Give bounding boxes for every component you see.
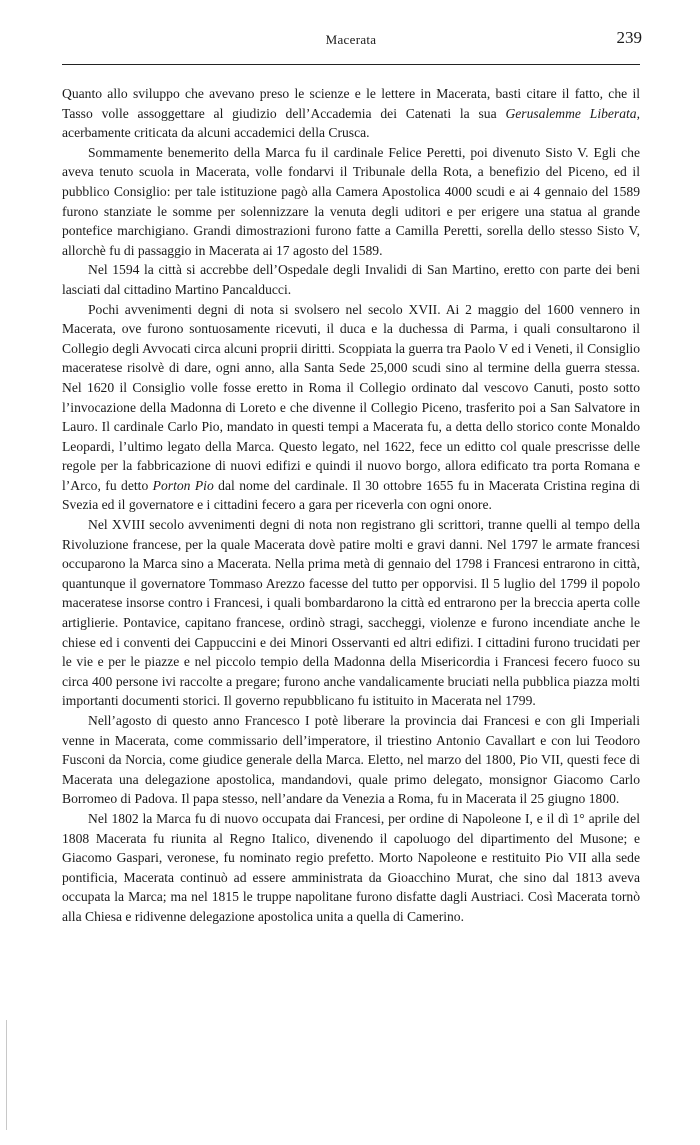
text-segment: Nel XVIII secolo avvenimenti degni di nota non registrano gli scrittori, tranne quelli al tempo della Rivoluzione francese, per la quale Macerata dovè patire molti e gravi danni. Nel 1797 le armate francesi occuparono la Marca sino a Macerata. Nella prima metà di gennaio del 1798 i Francesi entrarono in città, quantunque il governatore Tommaso Arezzo facesse del tutto per opporvisi. Il 5 luglio del 1799 il popolo maceratese insorse contro i Francesi, i quali bombardarono la città ed entrarono per la breccia aperta colle artiglierie. Pontavice, capitano francese, ordinò stragi, saccheggi, violenze e furono incendiate anche le chiese ed i conventi dei Cappuccini e dei Minori Osservanti ed altri edifizi. I cittadini furono trucidati per le vie e per le piazze e nel piccolo tempio della Madonna della Misericordia i Francesi fecero fuoco su circa 400 persone ivi raccolte a pregare; furono anche vandalicamente bruciati nella pubblica piazza molti importanti documenti storici. Il governo repubblicano fu istituito in Macerata nel 1799. <box>62 517 640 709</box>
paragraph <box>62 143 640 261</box>
header-rule <box>62 64 640 65</box>
text-segment: Nel 1802 la Marca fu di nuovo occupata dai Francesi, per ordine di Napoleone I, e il dì 1° aprile del 1808 Macerata fu riunita al Regno Italico, divenendo il capoluogo del dipartimento del Musone; e Giacomo Gaspari, veronese, fu nominato regio prefetto. Morto Napoleone e restituito Pio VII alla sede pontificia, Macerata continuò ad essere amministrata da Gioacchino Murat, che sino dal 1813 aveva occupata la Marca; ma nel 1815 le truppe napolitane furono disfatte dagli Austriaci. Così Macerata tornò alla Chiesa e ridivenne delegazione apostolica unita a quella di Camerino. <box>62 810 640 924</box>
text-segment: dal nome del cardinale. Il 30 ottobre 1655 fu in Macerata Cristina regina di Svezia ed il governatore e i cittadini fecero a gara per riceverla con ogni onore. <box>62 477 640 513</box>
text-segment: Sommamente benemerito della Marca fu il cardinale Felice Peretti, poi divenuto Sisto V. Egli che aveva tenuto scuola in Macerata, volle fondarvi il Tribunale della Rota, a benefizio del Piceno, ed il pubblico Consiglio: per tale istituzione pagò alla Camera Apostolica 4000 scudi e ai 4 gennaio del 1589 furono stanziate le somme per solennizzare la venuta degli uditori e per erigere una statua al grande pontefice marchigiano. Grandi dimostrazioni furono fatte a Camilla Peretti, sorella dello stesso Sisto V, allorchè fu di passaggio in Macerata ai 17 agosto del 1589. <box>62 144 640 258</box>
paragraph <box>62 84 640 143</box>
paragraph <box>62 711 640 809</box>
paragraph <box>62 300 640 516</box>
page-edge-mark <box>6 1020 7 1130</box>
body-text <box>62 84 640 927</box>
book-title: Gerusalemme Liberata <box>505 105 637 121</box>
text-segment: Quanto allo sviluppo che avevano preso le scienze e le lettere in Macerata, basti citare il fatto, che il Tasso volle assoggettare al giudizio dell’Accademia dei Catenati la sua <box>62 86 640 121</box>
text-segment: Pochi avvenimenti degni di nota si svolsero nel secolo XVII. Ai 2 maggio del 1600 vennero in Macerata, ove furono sontuosamente ricevuti, il duca e la duchessa di Parma, i quali consultarono il Collegio degli Avvocati circa alcuni proprii diritti. Scoppiata la guerra tra Paolo V ed i Veneti, il Consiglio maceratese risolvè di dare, ogni anno, alla Santa Sede 25,000 scudi sino al termine della guerra stessa. Nel 1620 il Consiglio volle fosse eretto in Roma il Collegio ordinato dal vescovo Canuti, posto sotto l’invocazione della Madonna di Loreto e che divenne il Collegio Piceno, trasferito poi a San Salvatore in Lauro. Il cardinale Carlo Pio, mandato in questi tempi a Macerata fu, a detta dello storico conte Monaldo Leopardi, l’ultimo legato della Marca. Questo legato, nel 1622, fece un editto col quale prescrisse delle regole per la fabbricazione di nuovi edifizi e quindi il nuovo borgo, allora edificato tra porta Romana e l’Arco, fu detto <box>62 301 640 493</box>
paragraph <box>62 260 640 299</box>
place-name: Porton Pio <box>152 477 214 493</box>
running-title: Macerata <box>325 32 377 47</box>
text-segment: Nel 1594 la città si accrebbe dell’Ospedale degli Invalidi di San Martino, eretto con parte dei beni lasciati dal cittadino Martino Pancalducci. <box>62 262 640 297</box>
text-segment: Nell’agosto di questo anno Francesco I potè liberare la provincia dai Francesi e con gli Imperiali venne in Macerata, come commissario dell’imperatore, il triestino Antonio Cavallart e con lui Teodoro Fusconi da Norcia, come giudice generale della Marca. Eletto, nel marzo del 1800, Pio VII, questi fece di Macerata una delegazione apostolica, mandandovi, quale primo delegato, monsignor Giacomo Carlo Borromeo di Padova. Il papa stesso, nell’andare da Venezia a Roma, fu in Macerata il 25 giugno 1800. <box>62 713 640 807</box>
paragraph <box>62 515 640 711</box>
text-segment: , acerbamente criticata da alcuni accademici della Crusca. <box>62 105 640 141</box>
paragraph <box>62 809 640 927</box>
page-number: 239 <box>616 28 642 47</box>
page-header <box>60 28 642 50</box>
